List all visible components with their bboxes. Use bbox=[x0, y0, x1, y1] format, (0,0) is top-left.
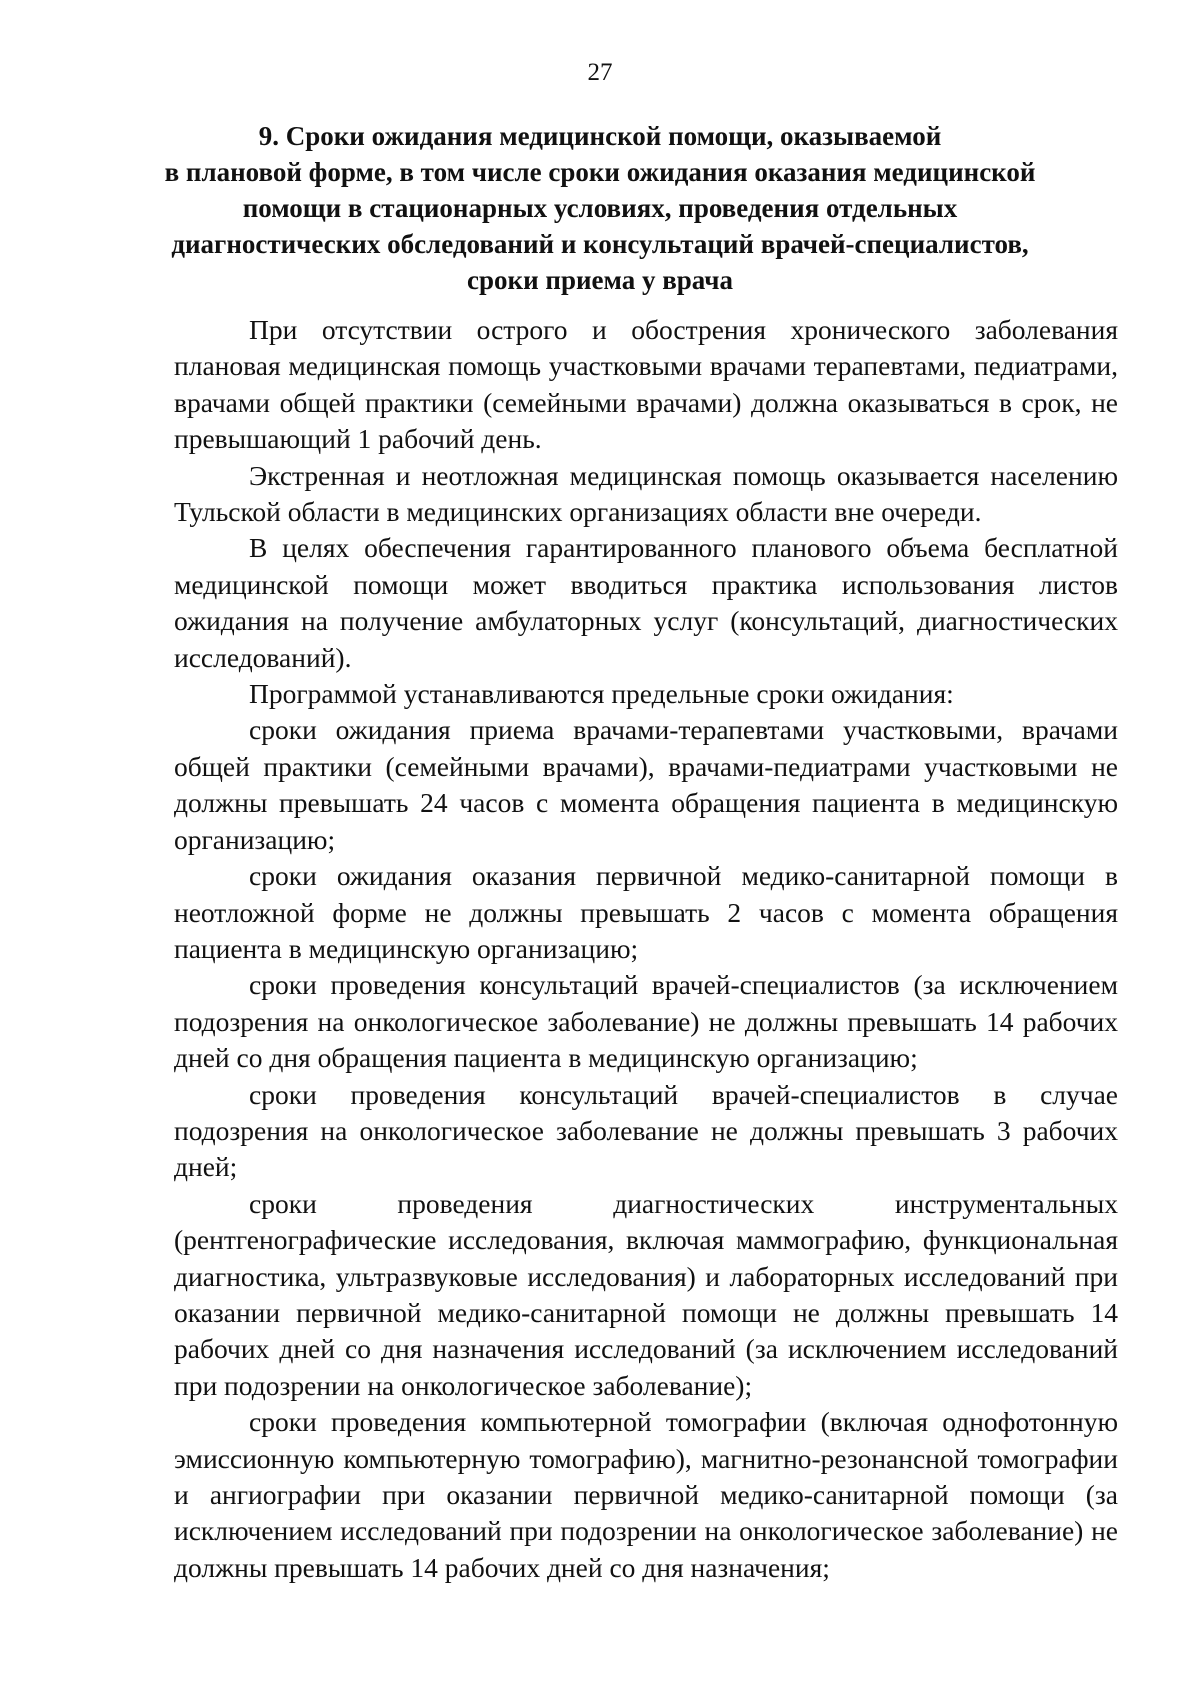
paragraph: Программой устанавливаются предельные сроки ожидания: bbox=[249, 678, 954, 710]
paragraph: При отсутствии острого и обострения хронического заболевания плановая медицинская помощь участковыми врачами терапевтами, педиатрами, врачами общей практики (семейными врачами) должна оказываться в срок, не превышающий 1 рабочий день. bbox=[174, 314, 1118, 455]
section-heading bbox=[150, 118, 1050, 298]
paragraph: сроки проведения диагностических инструментальных (рентгенографические исследования, включая маммографию, функциональная диагностика, ультразвуковые исследования) и лабораторных исследований при оказании первичной медико-санитарной помощи не должны превышать 14 рабочих дней со дня назначения исследований (за исключением исследований при подозрении на онкологическое заболевание); bbox=[174, 1187, 1118, 1401]
heading-line: 9. Сроки ожидания медицинской помощи, оказываемой bbox=[258, 121, 942, 151]
heading-line: диагностических обследований и консультаций врачей-специалистов, bbox=[171, 229, 1029, 259]
heading-line: в плановой форме, в том числе сроки ожидания оказания медицинской bbox=[164, 157, 1036, 187]
paragraph: сроки ожидания оказания первичной медико-санитарной помощи в неотложной форме не должны превышать 2 часов с момента обращения пациента в медицинскую организацию; bbox=[174, 860, 1118, 964]
paragraph: сроки проведения компьютерной томографии (включая однофотонную эмиссионную компьютерную томографию), магнитно-резонансной томографии и ангиографии при оказании первичной медико-санитарной помощи (за исключением исследований при подозрении на онкологическое заболевание) не должны превышать 14 рабочих дней со дня назначения; bbox=[174, 1406, 1118, 1583]
paragraph: Экстренная и неотложная медицинская помощь оказывается населению Тульской области в медицинских организациях области вне очереди. bbox=[174, 459, 1118, 528]
heading-line: помощи в стационарных условиях, проведения отдельных bbox=[242, 193, 958, 223]
paragraph: сроки проведения консультаций врачей-специалистов в случае подозрения на онкологическое заболевание не должны превышать 3 рабочих дней; bbox=[174, 1078, 1118, 1183]
paragraph: сроки проведения консультаций врачей-специалистов (за исключением подозрения на онкологическое заболевание) не должны превышать 14 рабочих дней со дня обращения пациента в медицинскую организацию; bbox=[174, 969, 1118, 1074]
body-text bbox=[174, 312, 1118, 1586]
paragraph: сроки ожидания приема врачами-терапевтами участковыми, врачами общей практики (семейными врачами), врачами-педиатрами участковыми не должны превышать 24 часов с момента обращения пациента в медицинскую организацию; bbox=[174, 714, 1118, 855]
heading-line: сроки приема у врача bbox=[467, 265, 733, 295]
paragraph: В целях обеспечения гарантированного планового объема бесплатной медицинской помощи может вводиться практика использования листов ожидания на получение амбулаторных услуг (консультаций, диагностических исследований). bbox=[174, 532, 1118, 673]
page-number: 27 bbox=[587, 59, 613, 86]
